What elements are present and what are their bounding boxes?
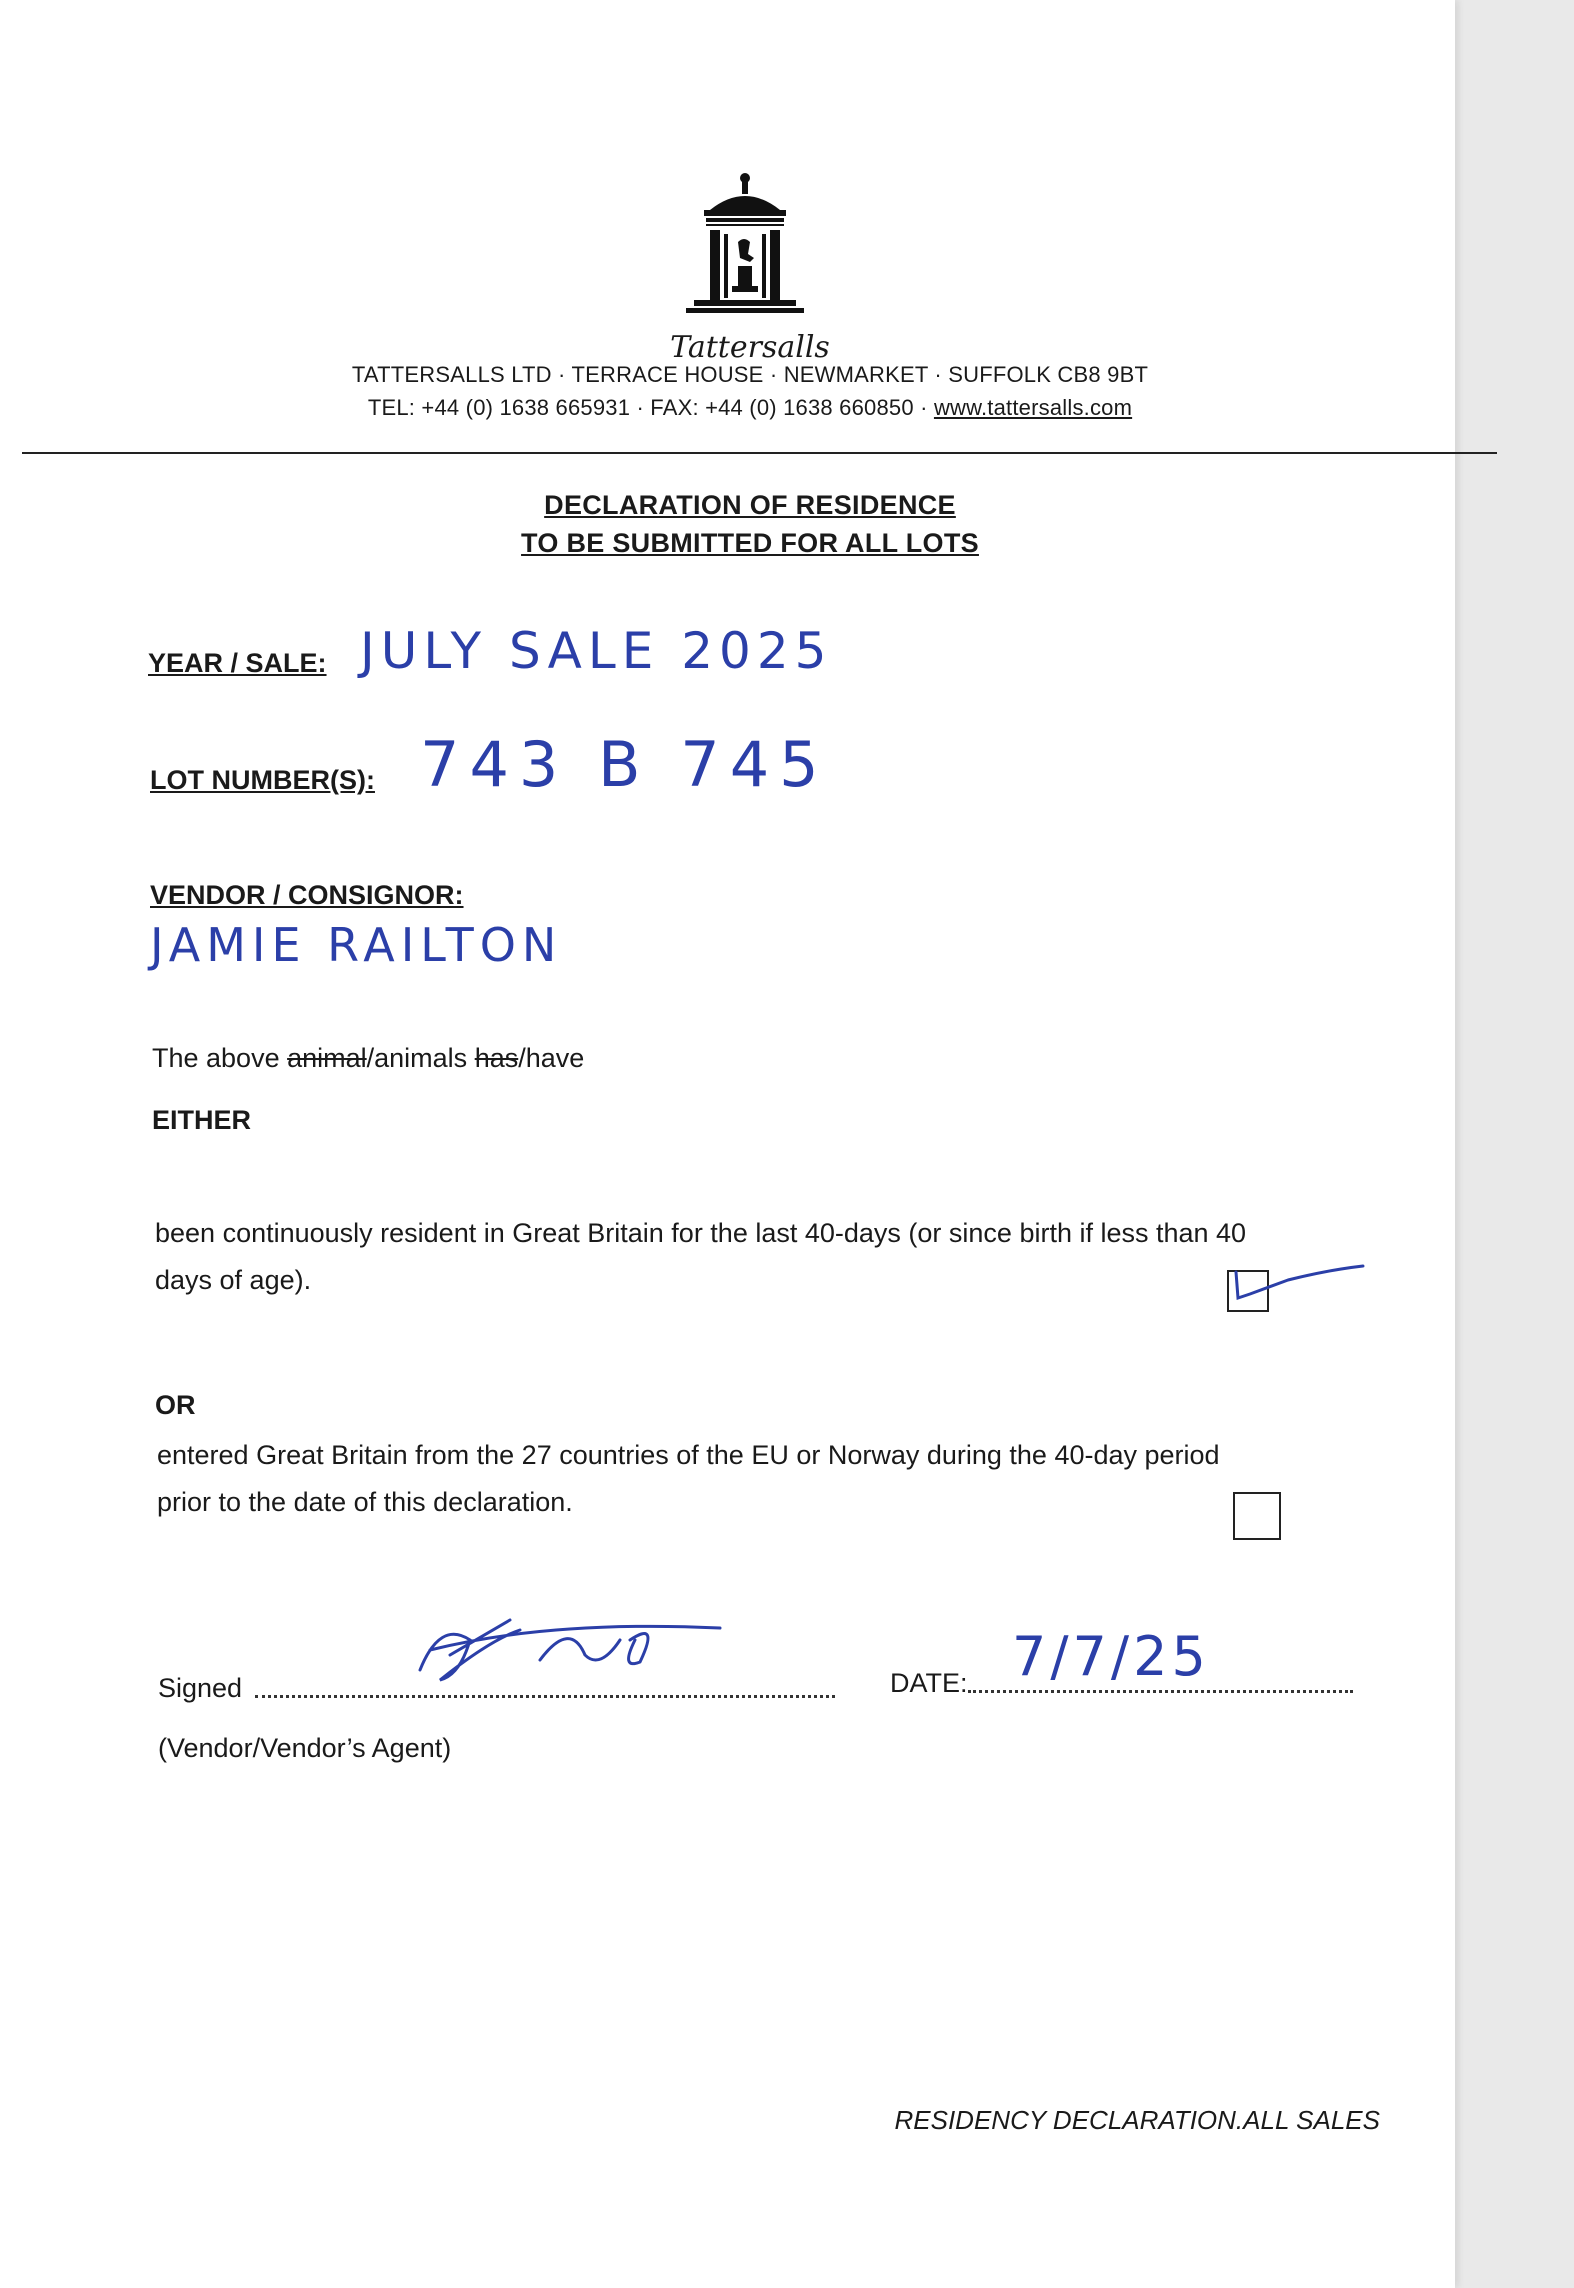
website-link[interactable]: www.tattersalls.com bbox=[933, 395, 1133, 420]
option2-line2: prior to the date of this declaration. bbox=[157, 1487, 573, 1517]
option1-line2: days of age). bbox=[155, 1265, 312, 1295]
lot-numbers-value[interactable]: 743 B 745 bbox=[420, 728, 829, 801]
company-contact bbox=[200, 395, 1300, 421]
statement-intro bbox=[152, 1043, 584, 1074]
option2-line1: entered Great Britain from the 27 countries of the EU or Norway during the 40-day period bbox=[157, 1440, 1220, 1470]
statement-animals: /animals bbox=[366, 1043, 475, 1073]
vendor-value[interactable]: JAMIE RAILTON bbox=[150, 918, 563, 972]
option2-checkbox[interactable] bbox=[1233, 1492, 1281, 1540]
statement-prefix: The above bbox=[152, 1043, 288, 1073]
header-divider bbox=[22, 452, 1497, 454]
statement-have: /have bbox=[518, 1043, 585, 1073]
date-value[interactable]: 7/7/25 bbox=[1012, 1625, 1210, 1688]
checkmark-icon bbox=[1228, 1250, 1368, 1320]
footer-reference: RESIDENCY DECLARATION.ALL SALES bbox=[894, 2105, 1380, 2135]
company-address: TATTERSALLS LTD · TERRACE HOUSE · NEWMARKET · SUFFOLK CB8 9BT bbox=[351, 362, 1149, 387]
vendor-label: VENDOR / CONSIGNOR: bbox=[150, 880, 464, 910]
signature-line[interactable] bbox=[255, 1695, 835, 1698]
document-title: DECLARATION OF RESIDENCE bbox=[544, 490, 956, 520]
date-line[interactable] bbox=[968, 1690, 1353, 1693]
rotunda-horse-statue-icon bbox=[680, 170, 810, 325]
signed-label: Signed bbox=[158, 1673, 243, 1703]
either-heading: EITHER bbox=[152, 1105, 252, 1135]
struck-animal: animal bbox=[287, 1043, 367, 1073]
document-subtitle: TO BE SUBMITTED FOR ALL LOTS bbox=[521, 528, 979, 558]
contact-phone-fax: TEL: +44 (0) 1638 665931 · FAX: +44 (0) 1638 660850 · bbox=[367, 395, 934, 420]
brand-name: Tattersalls bbox=[670, 330, 830, 365]
date-label: DATE: bbox=[890, 1668, 968, 1698]
or-heading: OR bbox=[155, 1390, 196, 1420]
lot-numbers-label: LOT NUMBER(S): bbox=[150, 765, 375, 795]
year-sale-value[interactable]: JULY SALE 2025 bbox=[360, 622, 833, 680]
year-sale-label: YEAR / SALE: bbox=[148, 648, 327, 678]
handwritten-signature bbox=[400, 1600, 740, 1690]
signer-role: (Vendor/Vendor’s Agent) bbox=[158, 1733, 452, 1763]
option1-line1: been continuously resident in Great Britain for the last 40-days (or since birth if less than 40 bbox=[155, 1218, 1247, 1248]
struck-has: has bbox=[474, 1043, 519, 1073]
